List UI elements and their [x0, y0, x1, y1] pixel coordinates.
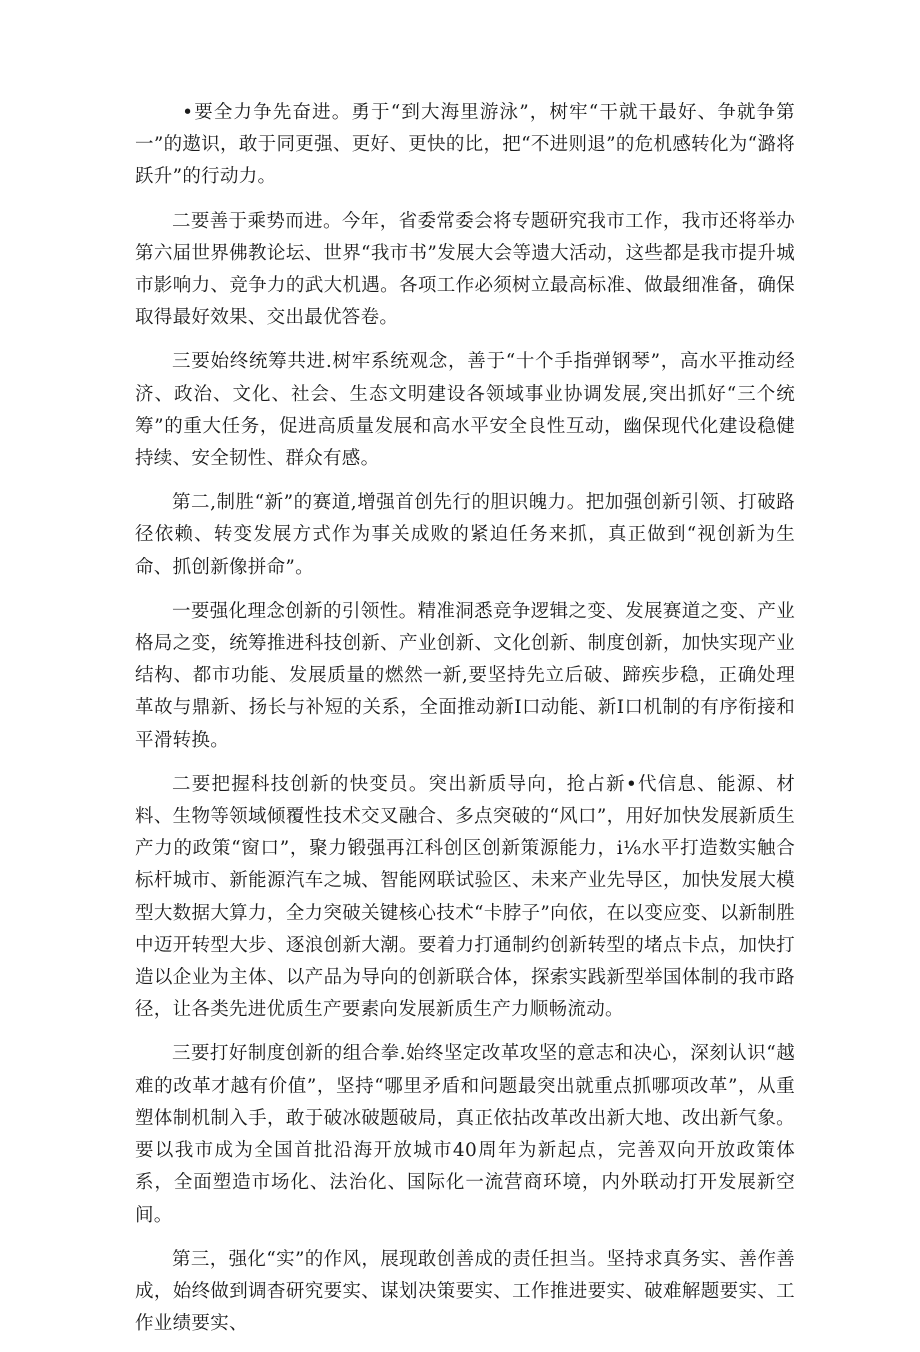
paragraph-seize-momentum: 二要善于乘势而进。今年，省委常委会将专题研究我市工作，我市还将举办第六届世界佛教论坛、世界“我市书”发展大会等遗大活动，这些都是我市提升城市影响力、竞争力的武大机遇。各项工作必须树立最高标准、做最细准备，确保取得最好效果、交出最优答卷。: [135, 210, 795, 329]
paragraph-tech-innovation: 二要把握科技创新的快变员。突出新质导向，抢占新•代信息、能源、材料、生物等领域倾覆性技术交叉融合、多点突破的“风口”，用好加快发展新质生产力的政策“窗口”，聚力锻强再江科创区创新策源能力，i⅛水平打造数实触合标杆城市、新能源汽车之城、智能网联试验区、未来产业先导区，加快发展大模型大数据大算力，全力突破关键核心技术“卡脖子”向依，在以变应变、以新制胜中迈开转型大步、逐浪创新大潮。要着力打通制约创新转型的堵点卡点，加快打造以企业为主体、以产品为导向的创新联合体，探索实践新型举国体制的我市路径，让各类先进优质生产要素向发展新质生产力顺畅流动。: [135, 773, 795, 1021]
paragraph-institutional-innovation: 三要打好制度创新的组合拳.始终坚定改革攻坚的意志和决心，深刻认识“越难的改革才越有价值”，坚持“哪里矛盾和问题最突出就重点抓哪项改革”，从重塑体制机制入手，敢于破冰破题破局，真正依拈改革改出新大地、改出新气象。要以我市成为全国首批沿海开放城市40周年为新起点，完善双向开放政策体系，全面塑造市场化、法治化、国际化一流营商环境，内外联动打开发展新空间。: [135, 1043, 795, 1226]
paragraph-section-three-heading: 第三，强化“实”的作风，展现敢创善成的责任担当。坚持求真务实、善作善成，始终做到调杳研究要实、谋划决策要实、工作推进要实、破难解题要实、工作业绩要实、: [135, 1248, 795, 1335]
paragraph-section-two-heading: 第二,制胜“新”的赛道,增强首创先行的胆识魄力。把加强创新引领、打破路径依赖、转变发展方式作为事关成败的紧迫任务来抓，真正做到“视创新为生命、抓创新像拼命”。: [135, 492, 795, 578]
document-body: [135, 97, 795, 1352]
paragraph-concept-innovation: 一要强化理念创新的引领性。精准洞悉竞争逻辑之变、发展赛道之变、产业格局之变，统筹推进科技创新、产业创新、文化创新、制度创新，加快实现产业结构、都市功能、发展质量的燃然一新,要坚持先立后破、蹄疾步稳，正确处理革故与鼎新、扬长与补短的关系，全面推动新I口动能、新I口机制的有序衔接和平滑转换。: [135, 600, 795, 751]
paragraph-coordinated-progress: 三要始终统筹共进.树牢系统观念，善于“十个手指弹钢琴”，高水平推动经济、政治、文化、社会、生态文明建设各领域事业协调发展,突出抓好“三个统筹”的重大任务，促进高质量发展和高水平安全良性互动，幽保现代化建设稳健持续、安全韧性、群众有感。: [135, 351, 795, 470]
paragraph-strive-forward: •要全力争先奋进。勇于“到大海里游泳”，树牢“干就干最好、争就争第一”的遨识，敢于同更强、更好、更快的比，把“不进则退”的危机感转化为“潞将跃升”的行动力。: [135, 102, 795, 188]
